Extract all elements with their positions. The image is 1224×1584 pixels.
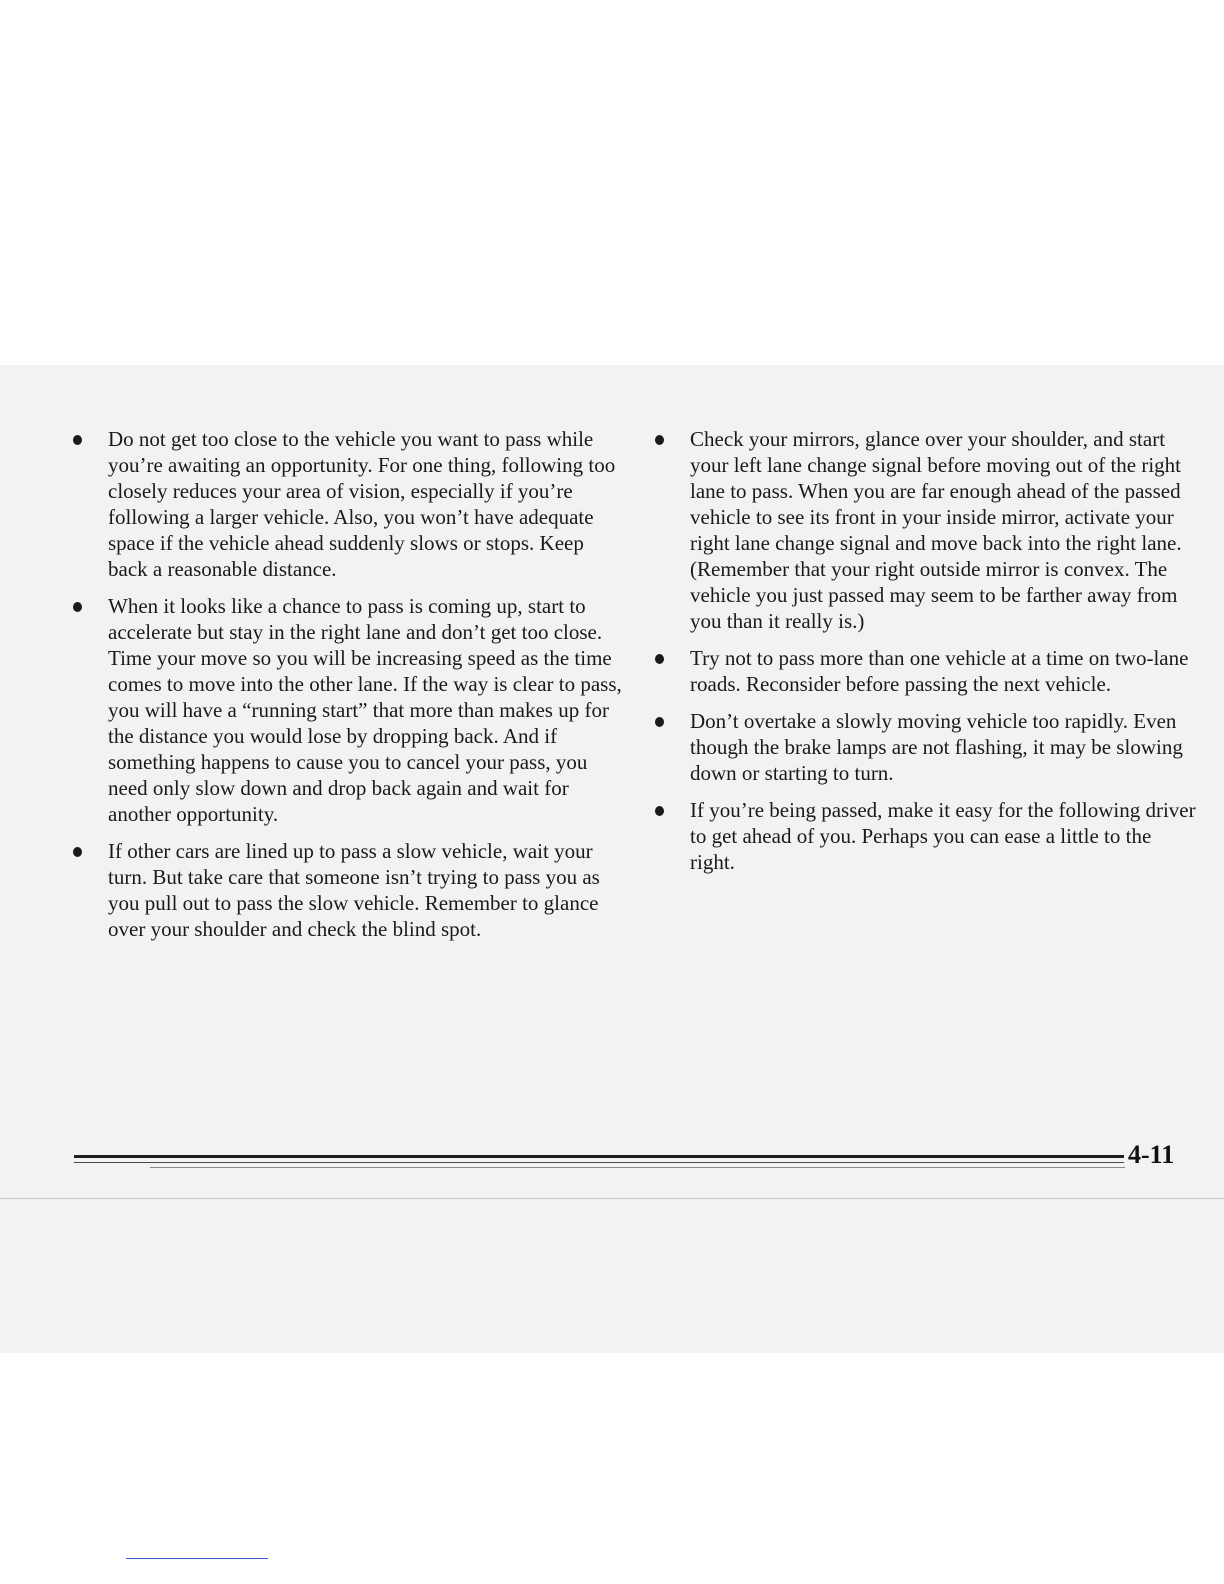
list-item-text: If other cars are lined up to pass a slow vehicle, wait your turn. But take care that someone isn’t trying to pass you as you pull out to pass the slow vehicle. Remember to glance over your shoulder and check the blind spot. (108, 839, 600, 941)
bullet-icon (73, 847, 82, 857)
bullet-icon (73, 602, 82, 612)
list-item (648, 708, 1196, 786)
underline-mark (126, 1558, 268, 1559)
footer-rule-thin-lower (150, 1167, 1125, 1168)
list-item-text: If you’re being passed, make it easy for the following driver to get ahead of you. Perhaps you can ease a little to the right. (690, 798, 1196, 874)
list-item (66, 838, 626, 942)
list-item (648, 797, 1196, 875)
list-item-text: Check your mirrors, glance over your shoulder, and start your left lane change signal before moving out of the right lane to pass. When you are far enough ahead of the passed vehicle to see its front in your inside mirror, activate your right lane change signal and move back into the right lane. (Remember that your right outside mirror is convex. The vehicle you just passed may seem to be farther away from you than it really is.) (690, 427, 1182, 633)
left-column (66, 426, 626, 953)
list-item-text: Do not get too close to the vehicle you want to pass while you’re awaiting an opportunity. For one thing, following too closely reduces your area of vision, especially if you’re following a larger vehicle. Also, you won’t have adequate space if the vehicle ahead suddenly slows or stops. Keep back a reasonable distance. (108, 427, 616, 581)
list-item (66, 426, 626, 582)
bullet-icon (73, 435, 82, 445)
list-item-text: Don’t overtake a slowly moving vehicle too rapidly. Even though the brake lamps are not flashing, it may be slowing down or starting to turn. (690, 709, 1183, 785)
bullet-icon (655, 806, 664, 816)
list-item-text: Try not to pass more than one vehicle at a time on two-lane roads. Reconsider before passing the next vehicle. (690, 646, 1189, 696)
bullet-icon (655, 654, 664, 664)
left-bullet-list (66, 426, 626, 942)
footer-rule (74, 1155, 1124, 1158)
list-item-text: When it looks like a chance to pass is coming up, start to accelerate but stay in the right lane and don’t get too close. Time your move so you will be increasing speed as the time comes to move into the other lane. If the way is clear to pass, you will have a “running start” that more than makes up for the distance you would lose by dropping back. And if something happens to cause you to cancel your pass, you need only slow down and drop back again and wait for another opportunity. (108, 594, 622, 826)
right-bullet-list (648, 426, 1196, 875)
scan-edge-line (0, 1198, 1224, 1199)
right-column (648, 426, 1196, 886)
footer-rule-thin (74, 1162, 1124, 1163)
list-item (66, 593, 626, 827)
page-number: 4-11 (1128, 1140, 1175, 1169)
bullet-icon (655, 435, 664, 445)
list-item (648, 645, 1196, 697)
list-item (648, 426, 1196, 634)
bullet-icon (655, 717, 664, 727)
